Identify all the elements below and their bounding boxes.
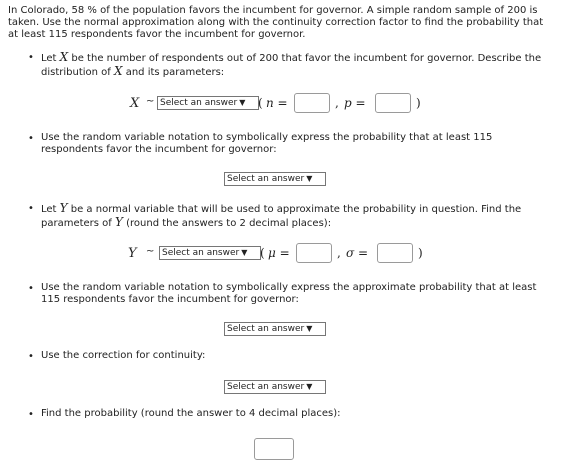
q5-text: Use the correction for continuity: (41, 350, 206, 361)
close-paren: ) (418, 246, 423, 260)
y-symbol: Y (128, 246, 137, 261)
n-label: n = (266, 96, 288, 110)
bullet: • (28, 409, 34, 420)
chevron-down-icon: ▼ (241, 248, 248, 257)
bullet: • (28, 203, 34, 214)
open-paren: ( (258, 96, 263, 110)
chevron-down-icon: ▼ (306, 324, 313, 333)
chevron-down-icon: ▼ (306, 382, 313, 391)
tilde: ~ (146, 96, 155, 107)
approx-probability-select[interactable]: Select an answer ▼ (224, 322, 326, 336)
x-symbol: X (130, 96, 140, 111)
close-paren: ) (416, 96, 421, 110)
continuity-select[interactable]: Select an answer ▼ (224, 380, 326, 394)
open-paren: ( (260, 246, 265, 260)
bullet: • (28, 351, 34, 362)
sigma-label: σ = (346, 246, 369, 260)
comma: , (337, 246, 341, 260)
q2-text: Use the random variable notation to symbolically express the probability that at least 115 respondents favor the incumbent for governor: (41, 132, 493, 155)
q4-text: Use the random variable notation to symbolically express the approximate probability that at least 115 respondents favor the incumbent for governor: (41, 282, 537, 305)
p-label: p = (344, 96, 366, 110)
bullet: • (28, 283, 34, 294)
p-input[interactable] (375, 93, 411, 113)
comma: , (335, 96, 339, 110)
mu-input[interactable] (296, 243, 332, 263)
approx-distribution-select[interactable]: Select an answer ▼ (159, 246, 261, 260)
bullet: • (28, 133, 34, 144)
chevron-down-icon: ▼ (239, 98, 246, 107)
distribution-select[interactable]: Select an answer ▼ (157, 96, 259, 110)
probability-answer-input[interactable] (254, 438, 294, 460)
probability-select[interactable]: Select an answer ▼ (224, 172, 326, 186)
q1-text: Let X be the number of respondents out of 200 that favor the incumbent for governor. Describe the distribution of X and its parameters: (41, 50, 542, 78)
tilde: ~ (146, 246, 155, 257)
q3-text: Let Y be a normal variable that will be used to approximate the probability in question. Find the parameters of Y (round the answers to 2 decimal places): (41, 201, 522, 229)
problem-statement: In Colorado, 58 % of the population favors the incumbent for governor. A simple random sample of 200 is taken. Use the normal approximation along with the continuity correction factor to find the probability that at least 115 respondents favor the incumbent for governor. (8, 5, 544, 40)
q6-text: Find the probability (round the answer to 4 decimal places): (41, 408, 341, 419)
mu-label: μ = (268, 246, 290, 260)
bullet: • (28, 52, 34, 63)
n-input[interactable] (294, 93, 330, 113)
chevron-down-icon: ▼ (306, 174, 313, 183)
sigma-input[interactable] (377, 243, 413, 263)
